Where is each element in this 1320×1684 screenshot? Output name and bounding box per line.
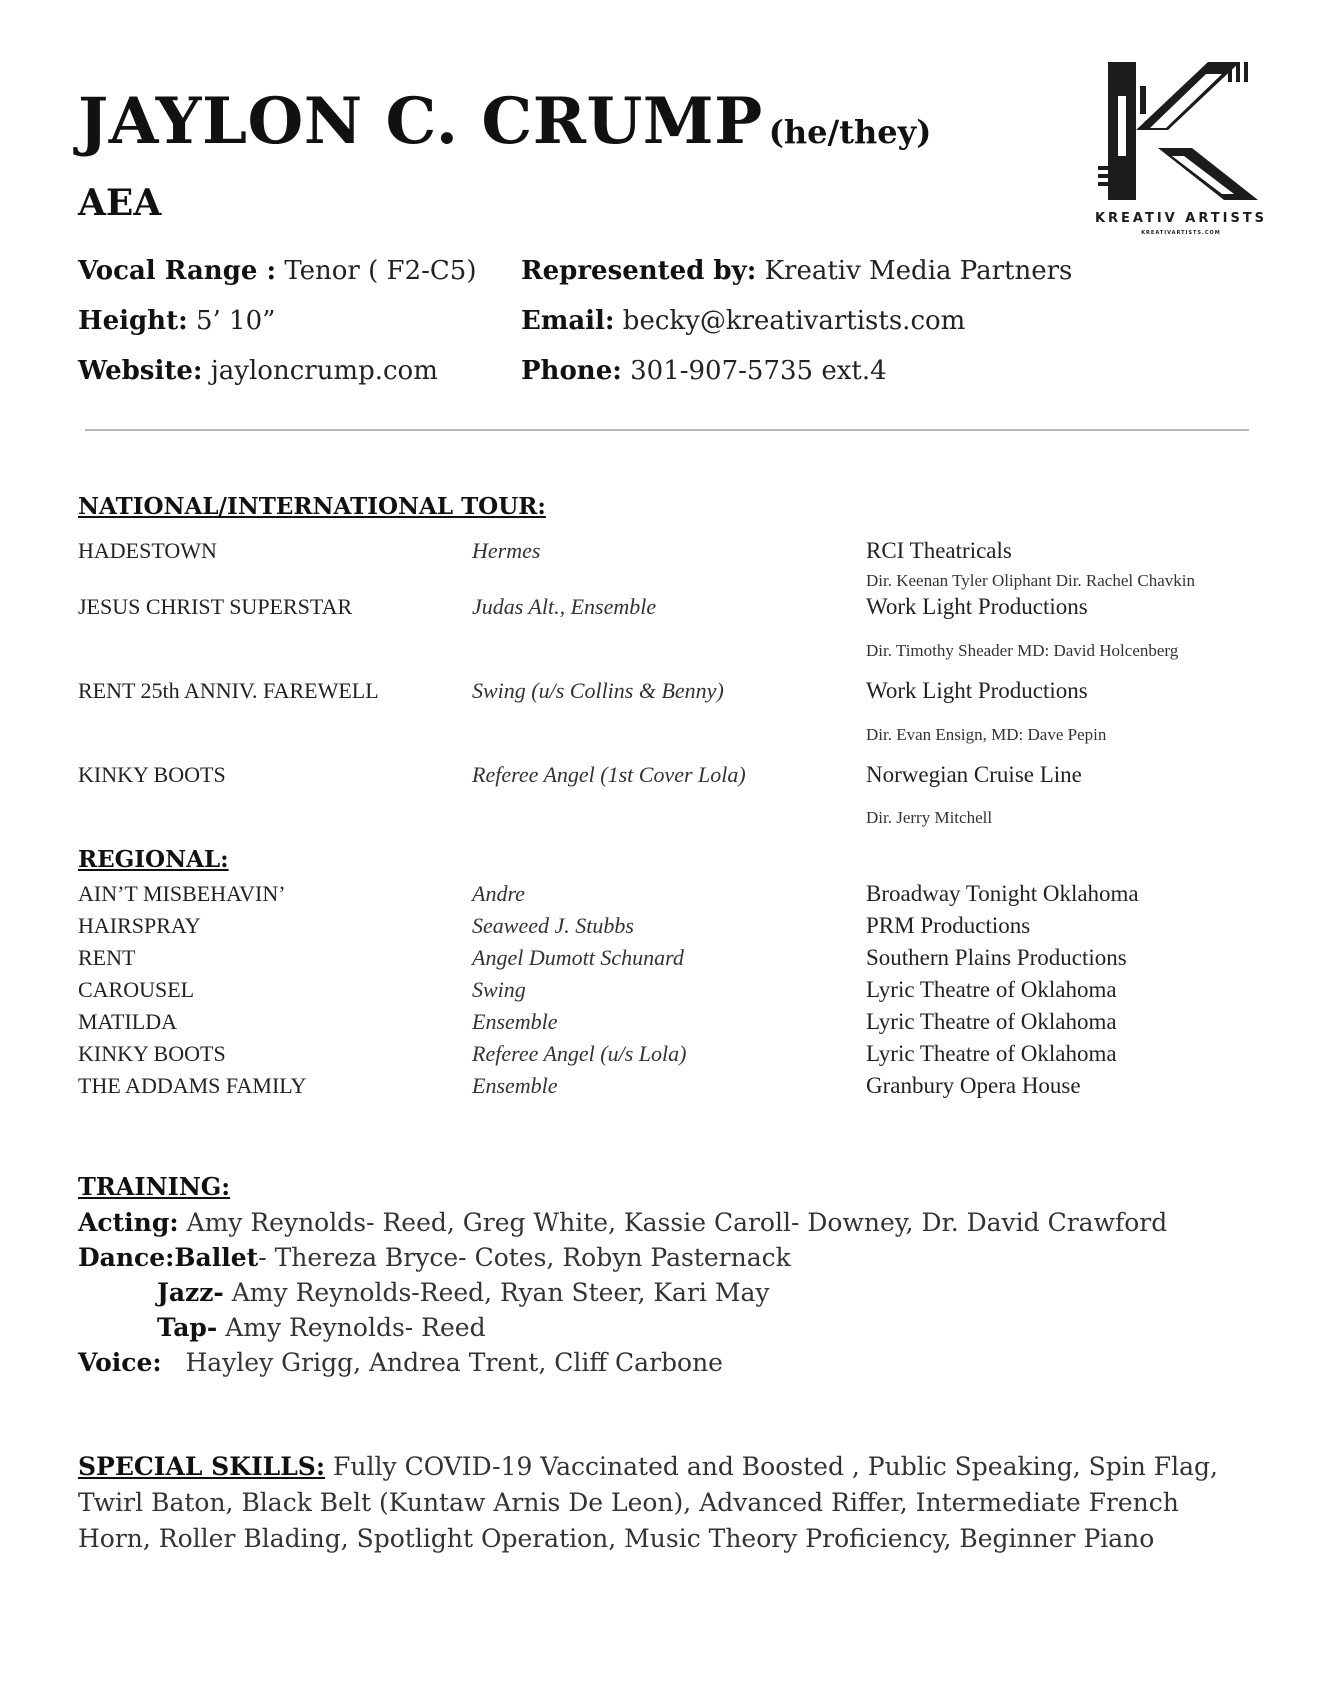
regional-company: Granbury Opera House xyxy=(866,1073,1081,1098)
tour-show: KINKY BOOTS xyxy=(78,762,226,787)
regional-role: Angel Dumott Schunard xyxy=(472,945,684,970)
regional-company: Lyric Theatre of Oklahoma xyxy=(866,1009,1117,1034)
regional-company: PRM Productions xyxy=(866,913,1031,938)
regional-company: Lyric Theatre of Oklahoma xyxy=(866,1041,1117,1066)
regional-company: Broadway Tonight Oklahoma xyxy=(866,881,1139,906)
height-label: Height: xyxy=(78,306,188,336)
regional-role: Seaweed J. Stubbs xyxy=(472,913,634,938)
tour-director: Dir. Evan Ensign, MD: Dave Pepin xyxy=(866,725,1107,744)
tour-role: Swing (u/s Collins & Benny) xyxy=(472,678,724,703)
regional-role: Andre xyxy=(472,881,525,906)
regional-show: KINKY BOOTS xyxy=(78,1041,226,1066)
regional-show: THE ADDAMS FAMILY xyxy=(78,1073,307,1098)
email-link[interactable]: becky@kreativartists.com xyxy=(614,306,966,336)
ballet-value: - Thereza Bryce- Cotes, Robyn Pasternack xyxy=(258,1243,791,1272)
tour-company: Work Light Productions xyxy=(866,678,1088,703)
height-value: 5’ 10” xyxy=(187,306,276,336)
regional-show: RENT xyxy=(78,945,136,970)
logo-url: KREATIVARTISTS.COM xyxy=(1141,230,1221,236)
tour-show: RENT 25th ANNIV. FAREWELL xyxy=(78,678,379,703)
skills-heading: SPECIAL SKILLS: xyxy=(78,1452,326,1481)
tour-show: JESUS CHRIST SUPERSTAR xyxy=(78,594,353,619)
regional-role: Swing xyxy=(472,977,526,1002)
actor-name-text: JAYLON C. CRUMP xyxy=(78,84,763,159)
regional-role: Ensemble xyxy=(472,1073,558,1098)
voice-label: Voice: xyxy=(78,1348,162,1377)
voice-value: Hayley Grigg, Andrea Trent, Cliff Carbone xyxy=(161,1348,723,1377)
training-tap xyxy=(157,1313,486,1342)
representation xyxy=(521,256,1072,286)
website-link[interactable]: jayloncrump.com xyxy=(202,356,438,386)
represented-value: Kreativ Media Partners xyxy=(756,256,1073,286)
tour-role: Referee Angel (1st Cover Lola) xyxy=(472,762,746,787)
tour-company: Norwegian Cruise Line xyxy=(866,762,1082,787)
ballet-label: Ballet xyxy=(174,1243,259,1272)
regional-show: AIN’T MISBEHAVIN’ xyxy=(78,881,286,906)
phone-label: Phone: xyxy=(521,356,622,386)
special-skills xyxy=(78,1449,1258,1557)
email-label: Email: xyxy=(521,306,615,336)
phone-value: 301-907-5735 ext.4 xyxy=(621,356,887,386)
training-acting xyxy=(78,1208,1167,1237)
tour-show: HADESTOWN xyxy=(78,538,217,563)
represented-label: Represented by: xyxy=(521,256,757,286)
tour-company: Work Light Productions xyxy=(866,594,1088,619)
vocal-range-label: Vocal Range : xyxy=(78,256,277,286)
tour-director: Dir. Jerry Mitchell xyxy=(866,808,993,827)
regional-company: Lyric Theatre of Oklahoma xyxy=(866,977,1117,1002)
tour-role: Judas Alt., Ensemble xyxy=(472,594,657,619)
regional-role: Referee Angel (u/s Lola) xyxy=(472,1041,687,1066)
header-divider xyxy=(85,429,1249,431)
height xyxy=(78,306,275,336)
regional-show: CAROUSEL xyxy=(78,977,195,1002)
vocal-range-value: Tenor ( F2-C5) xyxy=(276,256,477,286)
training-dance xyxy=(78,1243,791,1272)
acting-label: Acting: xyxy=(78,1208,179,1237)
tour-heading: NATIONAL/INTERNATIONAL TOUR: xyxy=(78,493,546,520)
regional-heading: REGIONAL: xyxy=(78,846,229,873)
kreativ-k-icon xyxy=(1088,56,1274,236)
dance-label: Dance: xyxy=(78,1243,175,1272)
website-label: Website: xyxy=(78,356,203,386)
jazz-value: Amy Reynolds-Reed, Ryan Steer, Kari May xyxy=(223,1278,770,1307)
training-voice xyxy=(78,1348,723,1377)
jazz-label: Jazz- xyxy=(157,1278,224,1307)
email xyxy=(521,306,965,336)
training-jazz xyxy=(157,1278,769,1307)
tour-director: Dir. Timothy Sheader MD: David Holcenberg xyxy=(866,641,1179,660)
tour-role: Hermes xyxy=(472,538,541,563)
tap-label: Tap- xyxy=(157,1313,218,1342)
tap-value: Amy Reynolds- Reed xyxy=(217,1313,486,1342)
tour-director: Dir. Keenan Tyler Oliphant Dir. Rachel Chavkin xyxy=(866,571,1195,590)
pronouns: (he/they) xyxy=(768,113,932,151)
regional-company: Southern Plains Productions xyxy=(866,945,1127,970)
acting-value: Amy Reynolds- Reed, Greg White, Kassie Caroll- Downey, Dr. David Crawford xyxy=(178,1208,1168,1237)
logo-wordmark: KREATIV ARTISTS xyxy=(1094,211,1268,226)
vocal-range xyxy=(78,256,476,286)
regional-show: HAIRSPRAY xyxy=(78,913,201,938)
training-heading: TRAINING: xyxy=(78,1172,231,1201)
website xyxy=(78,356,438,386)
tour-company: RCI Theatricals xyxy=(866,538,1012,563)
union-affiliation: AEA xyxy=(78,182,162,224)
regional-role: Ensemble xyxy=(472,1009,558,1034)
actor-name xyxy=(78,84,931,159)
regional-show: MATILDA xyxy=(78,1009,177,1034)
skills-text: Fully COVID-19 Vaccinated and Boosted , Public Speaking, Spin Flag, Twirl Baton, Black Belt (Kuntaw Arnis De Leon), Advanced Riffer, Intermediate French Horn, Roller Blading, Spotlight Operation, Music Theory Proficiency, Beginner Piano xyxy=(78,1452,1219,1553)
phone xyxy=(521,356,887,386)
kreativ-artists-logo xyxy=(1088,56,1274,236)
